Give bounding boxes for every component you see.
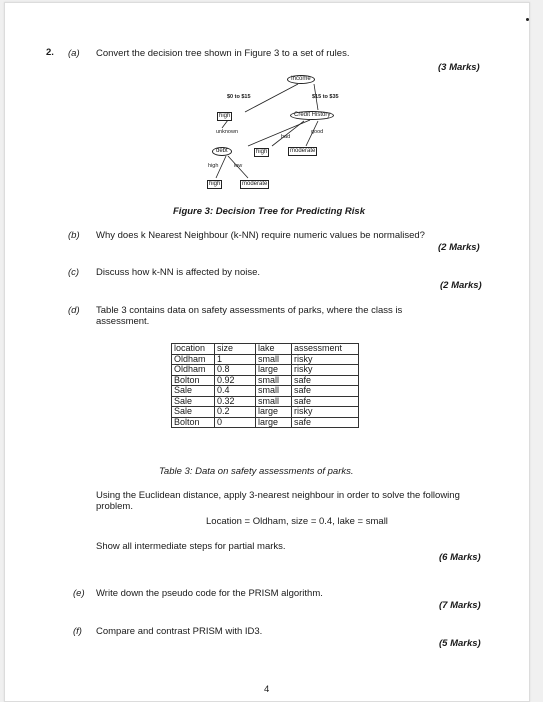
cell-location: Oldham [172, 365, 215, 376]
cell-assessment: safe [292, 386, 359, 397]
cell-size: 0.8 [215, 365, 256, 376]
figure-caption: Figure 3: Decision Tree for Predicting Risk [173, 206, 365, 217]
part-c-marks: (2 Marks) [440, 280, 482, 291]
table-caption: Table 3: Data on safety assessments of parks. [159, 466, 354, 477]
tree-leaf-moderate-2: moderate [242, 181, 268, 187]
cell-location: Sale [172, 396, 215, 407]
table-row [172, 396, 359, 407]
tree-edge-low-income: $0 to $15 [227, 94, 251, 100]
cell-location: Sale [172, 386, 215, 397]
header-location: location [172, 344, 215, 355]
part-b-text: Why does k Nearest Neighbour (k-NN) require numeric values be normalised? [96, 230, 425, 241]
tree-edge-bad: bad [281, 134, 291, 140]
cell-lake: small [256, 354, 292, 365]
tree-edge-unknown: unknown [216, 129, 239, 135]
cell-size: 0.32 [215, 396, 256, 407]
tree-leaf-high-1: high [219, 113, 231, 119]
cell-location: Oldham [172, 354, 215, 365]
table-row [172, 386, 359, 397]
part-f-label: (f) [73, 626, 82, 637]
header-assessment: assessment [292, 344, 359, 355]
header-lake: lake [256, 344, 292, 355]
question-number: 2. [46, 47, 54, 58]
cell-size: 0.4 [215, 386, 256, 397]
cell-location: Sale [172, 407, 215, 418]
cell-assessment: safe [292, 396, 359, 407]
table-row [172, 354, 359, 365]
part-e-label: (e) [73, 588, 85, 599]
cell-assessment: safe [292, 375, 359, 386]
tree-node-income: Income [287, 75, 315, 84]
cell-size: 0.2 [215, 407, 256, 418]
tree-leaf-high-3: high [209, 181, 221, 187]
cell-location: Bolton [172, 417, 215, 428]
part-c-text: Discuss how k-NN is affected by noise. [96, 267, 261, 278]
cell-size: 1 [215, 354, 256, 365]
page-number: 4 [264, 684, 270, 695]
cell-size: 0 [215, 417, 256, 428]
tree-leaf-moderate-1: moderate [290, 148, 316, 154]
part-e-text: Write down the pseudo code for the PRISM algorithm. [96, 588, 323, 599]
table-row [172, 407, 359, 418]
tree-node-debt: debt [212, 147, 232, 156]
part-d-label: (d) [68, 305, 80, 316]
tree-edge-high: high [208, 163, 219, 169]
part-a-label: (a) [68, 48, 80, 59]
part-d-query: Location = Oldham, size = 0.4, lake = small [206, 516, 388, 527]
cell-assessment: risky [292, 354, 359, 365]
tree-edge-low: low [234, 163, 243, 169]
cell-lake: small [256, 375, 292, 386]
part-f-marks: (5 Marks) [439, 638, 481, 649]
table-row [172, 365, 359, 376]
part-a-marks: (3 Marks) [438, 62, 480, 73]
tree-leaf-high-2: high [256, 149, 268, 155]
cell-lake: large [256, 407, 292, 418]
cell-size: 0.92 [215, 375, 256, 386]
tree-edge-good: good [311, 129, 324, 135]
part-d-marks: (6 Marks) [439, 552, 481, 563]
part-a-text: Convert the decision tree shown in Figure 3 to a set of rules. [96, 48, 350, 59]
part-e-marks: (7 Marks) [439, 600, 481, 611]
table-row [172, 375, 359, 386]
part-c-label: (c) [68, 267, 80, 278]
part-b-label: (b) [68, 230, 80, 241]
cell-location: Bolton [172, 375, 215, 386]
table-row [172, 417, 359, 428]
table-header-row [172, 344, 359, 355]
cell-assessment: risky [292, 407, 359, 418]
part-d-text: Table 3 contains data on safety assessments of parks, where the class is assessment. [96, 305, 403, 327]
cell-lake: large [256, 365, 292, 376]
parks-table [171, 343, 359, 428]
tree-node-credit-history: Credit History [290, 111, 334, 120]
part-b-marks: (2 Marks) [438, 242, 480, 253]
part-f-text: Compare and contrast PRISM with ID3. [96, 626, 263, 637]
cell-lake: small [256, 386, 292, 397]
cell-assessment: safe [292, 417, 359, 428]
cell-lake: small [256, 396, 292, 407]
part-d-using-text: Using the Euclidean distance, apply 3-nearest neighbour in order to solve the following problem. [96, 490, 460, 512]
part-d-show-text: Show all intermediate steps for partial marks. [96, 541, 286, 552]
header-size: size [215, 344, 256, 355]
cell-lake: large [256, 417, 292, 428]
cell-assessment: risky [292, 365, 359, 376]
tree-edge-mid-income: $15 to $35 [312, 94, 339, 100]
